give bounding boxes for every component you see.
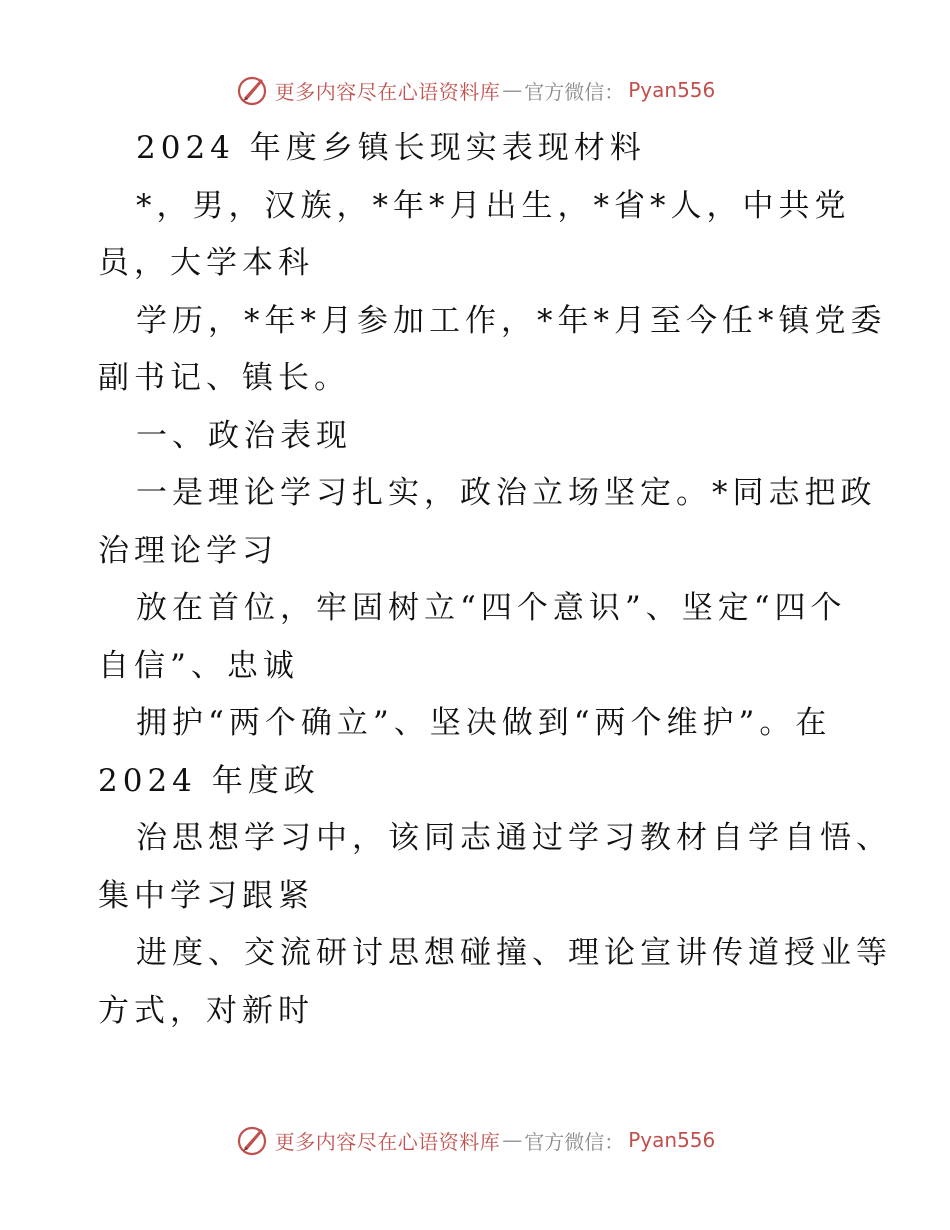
watermark-wechat-id: Pyan556: [628, 78, 716, 102]
watermark-wechat-id: Pyan556: [628, 1128, 716, 1152]
doc-line: 拥护“两个确立”、坚决做到“两个维护”。在: [136, 705, 832, 741]
watermark-wechat-label: 官方微信：: [524, 1129, 625, 1154]
doc-line: 自信”、忠诚: [98, 647, 299, 684]
watermark-separator: —: [502, 1128, 523, 1152]
watermark-site-text: 更多内容尽在心语资料库: [274, 1129, 501, 1154]
doc-line: 治思想学习中，该同志通过学习教材自学自悟、: [136, 820, 892, 856]
doc-line: 员，大学本科: [98, 245, 314, 281]
watermark-header: [0, 70, 950, 110]
doc-line: 治理论学习: [98, 532, 278, 569]
quill-pen-logo-icon: [235, 1123, 269, 1157]
watermark-site-text: 更多内容尽在心语资料库: [274, 79, 501, 104]
doc-line: 一是理论学习扎实，政治立场坚定。*同志把政: [136, 475, 877, 511]
doc-line: 进度、交流研讨思想碰撞、理论宣讲传道授业等: [136, 935, 892, 971]
doc-line: 方式，对新时: [98, 992, 314, 1029]
document-body: [98, 120, 892, 1040]
section-heading: 一、政治表现: [136, 417, 352, 454]
watermark-footer: [0, 1120, 950, 1160]
watermark-wechat-label: 官方微信：: [524, 79, 625, 104]
doc-line: 学历，*年*月参加工作，*年*月至今任*镇党委: [136, 302, 887, 339]
doc-line: *，男，汉族，*年*月出生，*省*人，中共党: [136, 187, 851, 224]
doc-line: 副书记、镇长。: [98, 360, 350, 396]
doc-line: 放在首位，牢固树立“四个意识”、坚定“四个: [136, 590, 847, 626]
doc-line: 集中学习跟紧: [98, 877, 314, 914]
quill-pen-logo-icon: [235, 73, 269, 107]
watermark-separator: —: [502, 78, 523, 102]
doc-title: 2024 年度乡镇长现实表现材料: [136, 130, 646, 166]
doc-line: 2024 年度政: [98, 762, 320, 799]
